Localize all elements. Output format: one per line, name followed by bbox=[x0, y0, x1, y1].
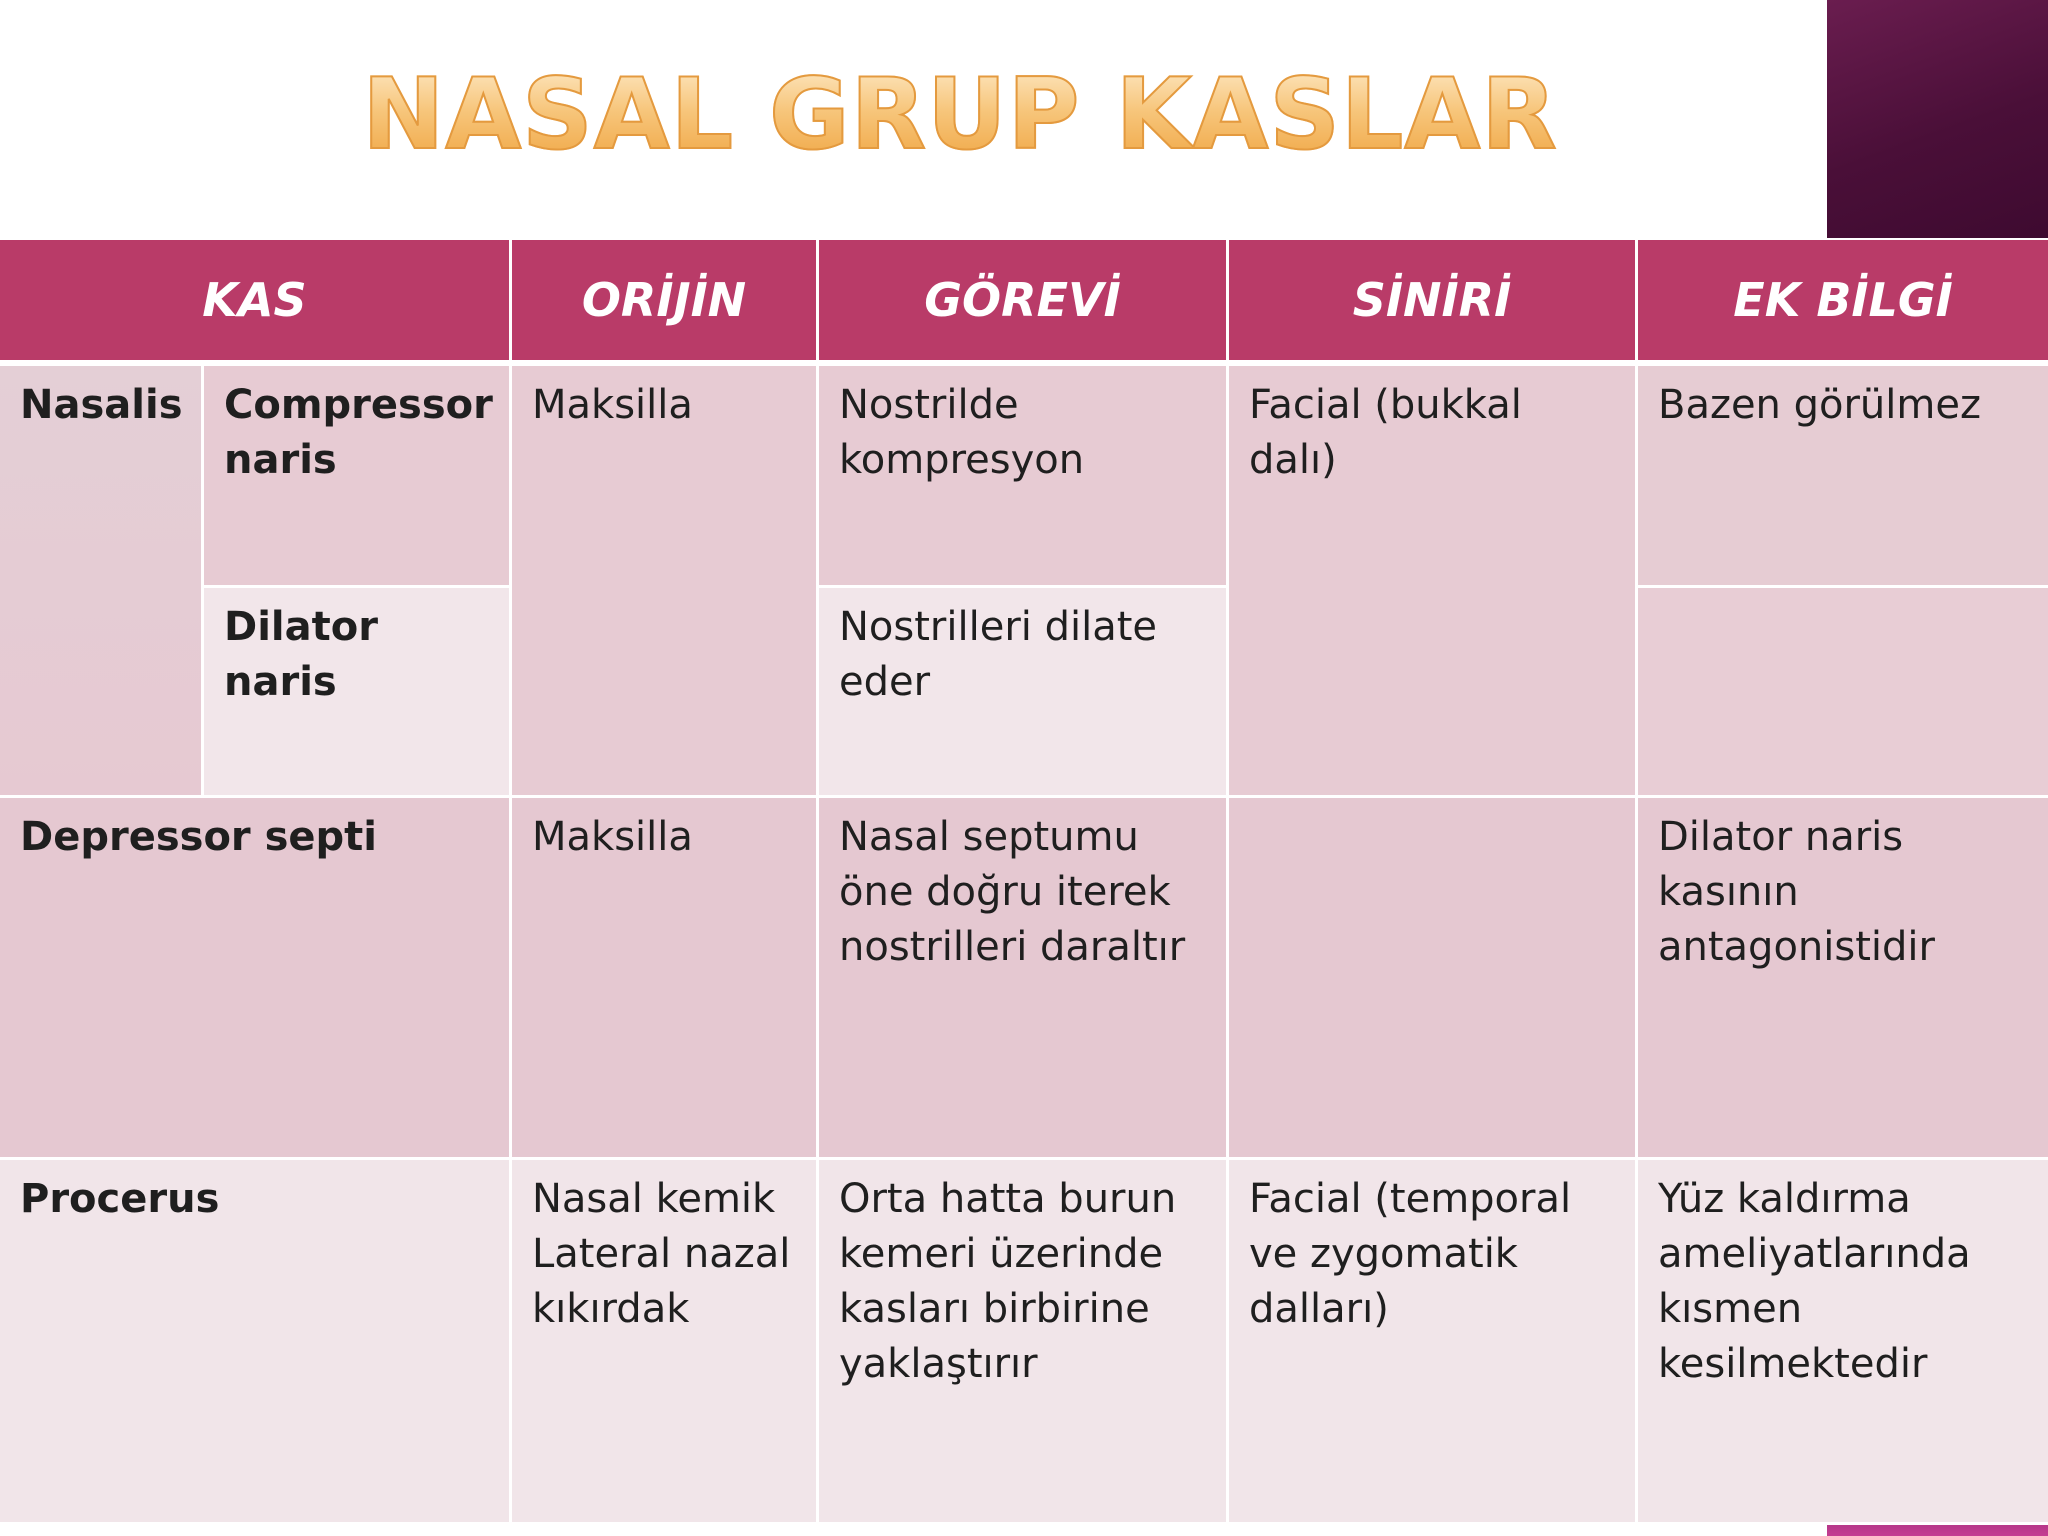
depressor-septi-cell: Depressor septi bbox=[0, 798, 512, 1160]
compressor-function-cell: Nostrilde kompresyon bbox=[819, 366, 1229, 588]
depressor-info-cell: Dilator naris kasının antagonistidir bbox=[1638, 798, 2048, 1160]
depressor-nerve-cell bbox=[1229, 798, 1638, 1160]
depressor-origin-cell: Maksilla bbox=[512, 798, 819, 1160]
header-info: EK BİLGİ bbox=[1638, 240, 2048, 366]
page-title: NASAL GRUP KASLAR bbox=[0, 66, 1920, 164]
dilator-function-cell: Nostrilleri dilate eder bbox=[819, 588, 1229, 798]
nasalis-origin-cell: Maksilla bbox=[512, 366, 819, 798]
header-function: GÖREVİ bbox=[819, 240, 1229, 366]
procerus-function-cell: Orta hatta burun kemeri üzerinde kasları birbirine yaklaştırır bbox=[819, 1160, 1229, 1525]
header-nerve: SİNİRİ bbox=[1229, 240, 1638, 366]
muscle-table bbox=[0, 240, 2048, 1505]
nasalis-nerve-cell: Facial (bukkal dalı) bbox=[1229, 366, 1638, 798]
procerus-nerve-cell: Facial (temporal ve zygomatik dalları) bbox=[1229, 1160, 1638, 1525]
procerus-cell: Procerus bbox=[0, 1160, 512, 1525]
header-kas: KAS bbox=[0, 240, 512, 366]
nasalis-info-cell: Bazen görülmez bbox=[1638, 366, 2048, 588]
procerus-origin-cell: Nasal kemik Lateral nazal kıkırdak bbox=[512, 1160, 819, 1525]
compressor-naris-cell: Compressor naris bbox=[204, 366, 512, 588]
header-origin: ORİJİN bbox=[512, 240, 819, 366]
nasalis-info-empty-cell bbox=[1638, 588, 2048, 798]
dilator-naris-cell: Dilator naris bbox=[204, 588, 512, 798]
procerus-info-cell: Yüz kaldırma ameliyatlarında kısmen kesilmektedir bbox=[1638, 1160, 2048, 1525]
nasalis-group-cell: Nasalis bbox=[0, 366, 204, 798]
depressor-function-cell: Nasal septumu öne doğru iterek nostrilleri daraltır bbox=[819, 798, 1229, 1160]
